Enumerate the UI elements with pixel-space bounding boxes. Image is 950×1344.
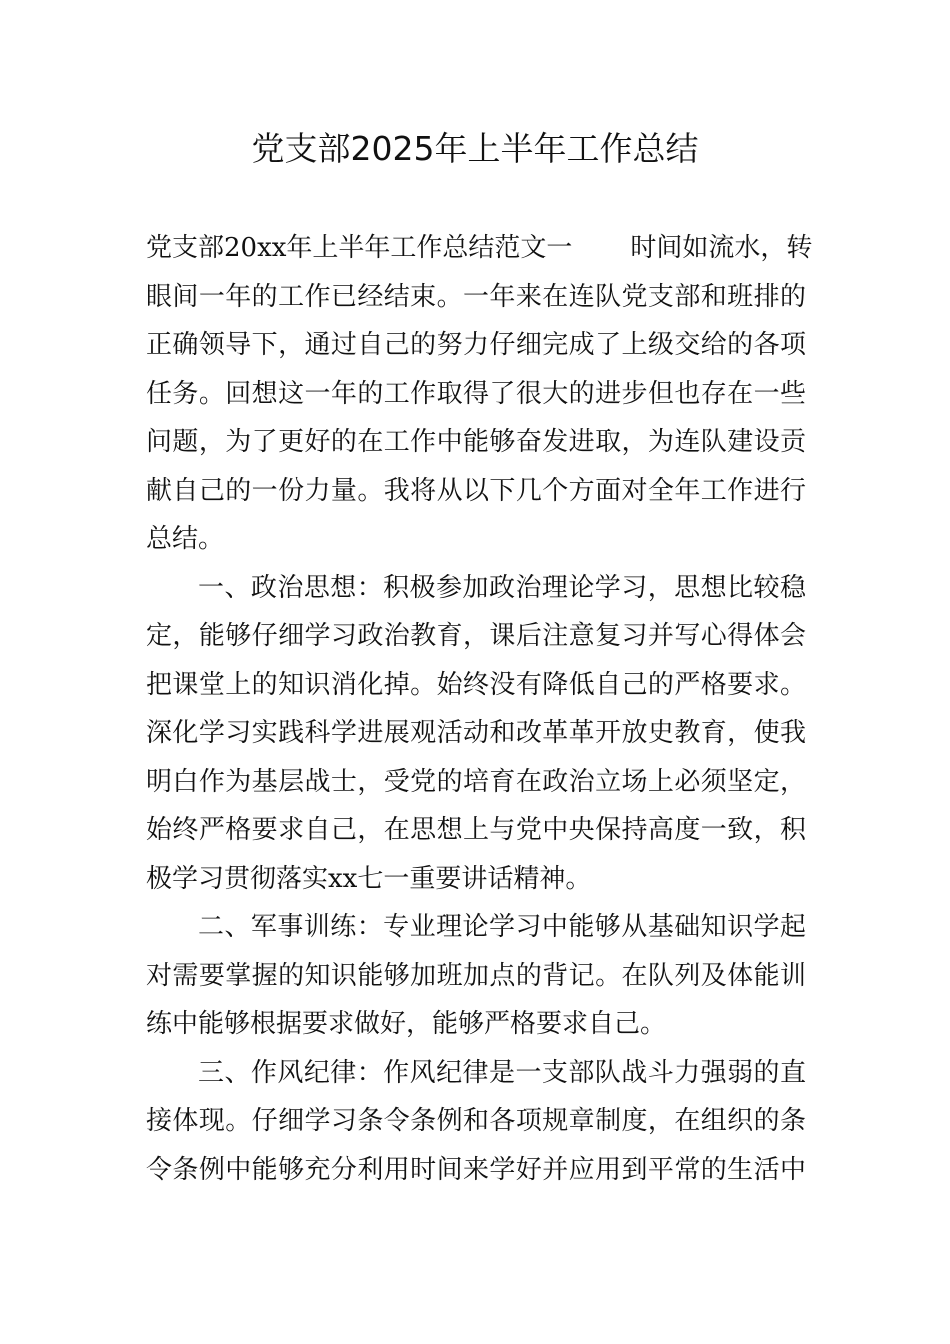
section-1-line-3: 把课堂上的知识消化掉。始终没有降低自己的严格要求。	[146, 669, 806, 700]
section-2-line-3: 练中能够根据要求做好，能够严格要求自己。	[146, 1009, 667, 1039]
section-2-line-1: 二、军事训练：专业理论学习中能够从基础知识学起	[198, 912, 806, 942]
text-line-4: 任务。回想这一年的工作取得了很大的进步但也存在一些	[146, 378, 806, 409]
text-line-6: 献自己的一份力量。我将从以下几个方面对全年工作进行	[146, 475, 806, 506]
section-2-line-2: 对需要掌握的知识能够加班加点的背记。在队列及体能训	[146, 960, 806, 991]
intro-sentence-start: 时间如流水，转	[630, 233, 813, 263]
text-line-2: 眼间一年的工作已经结束。一年来在连队党支部和班排的	[146, 281, 806, 312]
section-3-line-1: 三、作风纪律：作风纪律是一支部队战斗力强弱的直	[198, 1057, 806, 1088]
text-line-7: 总结。	[146, 524, 225, 554]
text-line-3: 正确领导下，通过自己的努力仔细完成了上级交给的各项	[146, 330, 806, 360]
section-3-line-2: 接体现。仔细学习条令条例和各项规章制度，在组织的条	[146, 1106, 806, 1136]
document-body	[146, 224, 813, 1194]
section-1-line-7: 极学习贯彻落实xx七一重要讲话精神。	[146, 863, 592, 894]
section-1-line-5: 明白作为基层战士，受党的培育在政治立场上必须坚定，	[146, 766, 806, 797]
document-title: 党支部2025年上半年工作总结	[251, 129, 699, 168]
section-1-line-4: 深化学习实践科学进展观活动和改革革开放史教育，使我	[146, 718, 806, 748]
section-1-line-1: 一、政治思想：积极参加政治理论学习，思想比较稳	[198, 572, 806, 603]
section-3-line-3: 令条例中能够充分利用时间来学好并应用到平常的生活中	[146, 1154, 806, 1185]
intro-heading: 党支部20xx年上半年工作总结范文一	[146, 233, 573, 263]
section-1-line-6: 始终严格要求自己，在思想上与党中央保持高度一致，积	[146, 815, 806, 845]
section-1-line-2: 定，能够仔细学习政治教育，课后注意复习并写心得体会	[146, 621, 806, 651]
text-line-1	[146, 224, 813, 273]
text-line-5: 问题，为了更好的在工作中能够奋发进取，为连队建设贡	[146, 427, 806, 457]
